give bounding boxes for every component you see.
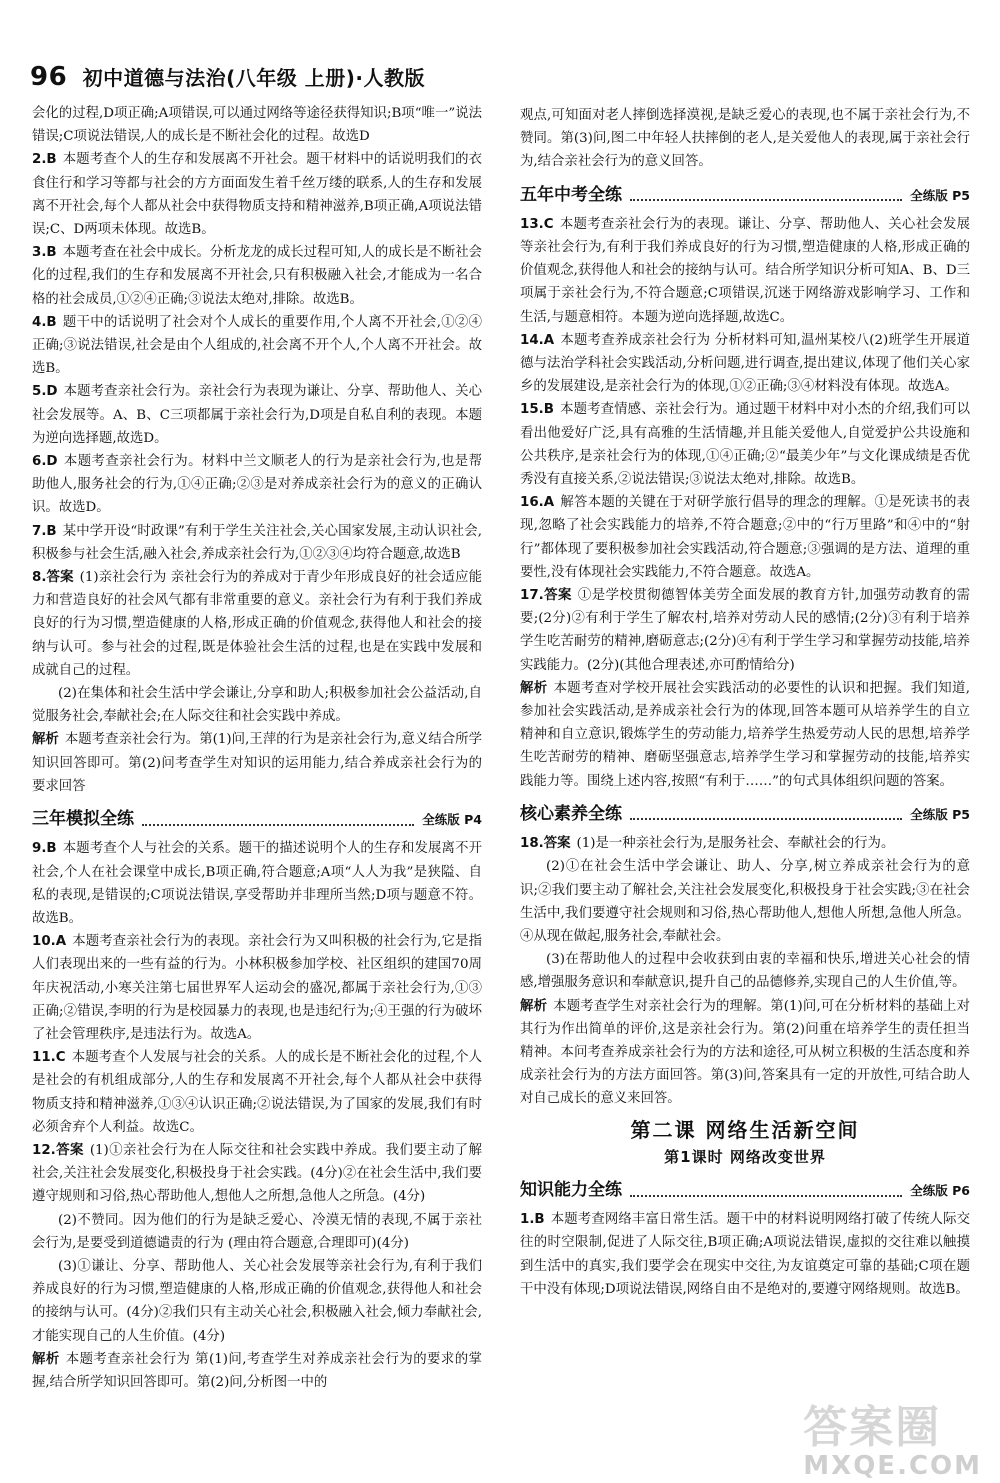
- answer-number: 17.答案: [520, 588, 572, 604]
- section-title: 五年中考全练: [520, 184, 622, 205]
- section-divider: [142, 814, 414, 826]
- answer-text: 解答本题的关键在于对研学旅行倡导的理念的理解。①是死读书的表现,忽略了社会实践能力的培养,不符合题意;②中的“行万里路”和④中的“射行”都体现了要积极参加社会实践活动,符合题意;③强调的是方法、道理的重要性,没有体现社会实践能力,不符合题意。故选A。: [520, 495, 970, 580]
- page-number: 96: [30, 62, 68, 92]
- section-title: 三年模拟全练: [32, 809, 134, 830]
- answer-text: 会化的过程,D项正确;A项错误,可以通过网络等途径获得知识;B项“唯一”说法错误;C项说法错误,人的成长是不断社会化的过程。故选D: [32, 106, 482, 145]
- answer-text: 本题考查亲社会行为的表现。谦让、分享、帮助他人、关心社会发展等亲社会行为,有利于我们养成良好的行为习惯,塑造健康的人格,形成正确的价值观念,获得他人和社会的接纳与认可。结合所学知识分析可知A、B、D三项属于亲社会行为,不符合题意;C项错误,沉迷于网络游戏影响学习、工作和生活,与题意相符。本题为逆向选择题,故选C。: [520, 216, 970, 325]
- answer-item: [520, 995, 970, 1111]
- answer-item: [520, 398, 970, 491]
- section-page-ref: 全练版 P5: [910, 806, 970, 822]
- answer-number: 解析: [520, 680, 548, 696]
- answer-text: (3)在帮助他人的过程中会收获到由衷的幸福和快乐,增进关心社会的情感,增强服务意识和奉献意识,提升自己的品德修养,实现自己的人生价值,等。: [520, 952, 970, 991]
- answer-item: [32, 837, 482, 930]
- right-column: [520, 104, 970, 1301]
- answer-number: 18.答案: [520, 836, 571, 852]
- answer-item: [520, 104, 970, 174]
- page-header: [30, 62, 425, 92]
- answer-item: [32, 520, 482, 566]
- answer-text: (2)①在社会生活中学会谦让、助人、分享,树立养成亲社会行为的意识;②我们要主动了解社会,关注社会发展变化,积极投身于社会实践;③在社会生活中,我们要遵守社会规则和习俗,热心帮助他人,想他人所想,急他人所急。④从现在做起,服务社会,奉献社会。: [520, 859, 970, 944]
- answer-number: 8.答案: [32, 570, 74, 586]
- answer-group: [32, 102, 482, 798]
- section-title: 核心素养全练: [520, 803, 622, 824]
- answer-text: 本题考查亲社会行为的表现。亲社会行为又叫积极的社会行为,它是指人们表现出来的一些有益的行为。小林积极参加学校、社区组织的建国70周年庆祝活动,小寒关注第七届世界军人运动会的盛况,都属于亲社会行为,①③正确;②错误,李明的行为是校园暴力的表现,也是违纪行为;④王强的行为破坏了社会管理秩序,是违法行为。故选A。: [32, 934, 482, 1042]
- answer-item: [32, 102, 482, 148]
- left-column: [32, 102, 482, 1394]
- answer-text: 本题考查在社会中成长。分析龙龙的成长过程可知,人的成长是不断社会化的过程,我们的生存和发展离不开社会,只有积极融入社会,才能成为一名合格的社会成员,①②④正确;③说法太绝对,排除。故选B。: [32, 245, 482, 307]
- answer-text: 本题考查个人的生存和发展离不开社会。题干材料中的话说明我们的衣食住行和学习等都与社会的方方面面发生着千丝万缕的联系,人的生存和发展离不开社会,每个人都从社会中获得物质支持和精神滋养,B项正确,A项说法错误;C、D两项未体现。故选B。: [32, 152, 482, 238]
- answer-text: 本题考查个人发展与社会的关系。人的成长是不断社会化的过程,个人是社会的有机组成部分,人的生存和发展离不开社会,每个人都从社会中获得物质支持和精神滋养,①③④认识正确;②说法错误,为了国家的发展,我们有时必须舍弃个人利益。故选C。: [32, 1050, 482, 1135]
- answer-number: 16.A: [520, 495, 555, 511]
- answer-group: [32, 837, 482, 1394]
- answer-text: 本题考查亲社会行为。材料中兰文顺老人的行为是亲社会行为,也是帮助他人,服务社会的行为,①④正确;②③是对养成亲社会行为的意义的正确认识。故选D。: [32, 454, 482, 516]
- period-title: 第1课时 网络改变世界: [664, 1147, 826, 1166]
- answer-text: ①是学校贯彻德智体美劳全面发展的教育方针,加强劳动教育的需要;(2分)②有利于学生了解农村,培养对劳动人民的感情;(2分)③有利于培养学生吃苦耐劳的精神,磨砺意志;(2分)④有利于学生学习和掌握劳动技能,培养实践能力。(2分)(其他合理表述,亦可酌情给分): [520, 588, 970, 673]
- answer-item: [32, 380, 482, 450]
- answer-number: 14.A: [520, 332, 555, 348]
- answer-text: 本题考查亲社会行为 第(1)问,考查学生对养成亲社会行为的要求的掌握,结合所学知识回答即可。第(2)问,分析图一中的: [32, 1351, 483, 1390]
- answer-group: [520, 213, 970, 793]
- answer-text: (1)亲社会行为 亲社会行为的养成对于青少年形成良好的社会适应能力和营造良好的社会风气都有非常重要的意义。亲社会行为有利于我们养成良好的行为习惯,塑造健康的人格,形成正确的价值观念,获得他人和社会的接纳与认可。参与社会的过程,既是体验社会生活的过程,也是在实践中发展和成就自己的过程。: [32, 570, 482, 678]
- answer-group: [520, 104, 970, 174]
- answer-number: 11.C: [32, 1050, 66, 1066]
- answer-number: 7.B: [32, 523, 57, 539]
- answer-item: [520, 213, 970, 329]
- answer-number: 解析: [32, 732, 59, 748]
- section-divider: [630, 1185, 902, 1197]
- section-page-ref: 全练版 P4: [422, 812, 482, 828]
- answer-number: 10.A: [32, 934, 67, 950]
- answer-text: 某中学开设“时政课”有利于学生关注社会,关心国家发展,主动认识社会,积极参与社会生活,融入社会,养成亲社会行为,①②③④均符合题意,故选B: [32, 523, 482, 562]
- answer-number: 15.B: [520, 402, 554, 418]
- section-heading: [32, 808, 482, 831]
- answer-item: [520, 329, 970, 399]
- answer-item: [520, 584, 970, 677]
- answer-text: (2)不赞同。因为他们的行为是缺乏爱心、冷漠无情的表现,不属于亲社会行为,是要受到道德谴责的行为 (理由符合题意,合理即可)(4分): [32, 1212, 482, 1251]
- answer-number: 解析: [520, 998, 548, 1014]
- answer-text: 本题考查亲社会行为。亲社会行为表现为谦让、分享、帮助他人、关心社会发展等。A、B、C三项都属于亲社会行为,D项是自私自利的表现。本题为逆向选择题,故选D。: [32, 384, 482, 446]
- answer-number: 13.C: [520, 216, 554, 232]
- answer-number: 2.B: [32, 152, 57, 168]
- answer-number: 1.B: [520, 1212, 545, 1228]
- answer-item: [32, 930, 482, 1046]
- answer-text: (1)①亲社会行为在人际交往和社会实践中养成。我们要主动了解社会,关注社会发展变化,积极投身于社会实践。(4分)②在社会生活中,我们要遵守规则和习俗,热心帮助他人,想他人之所想,急他人之所急。(4分): [32, 1142, 482, 1205]
- book-title: 初中道德与法治(八年级 上册)·人教版: [82, 66, 425, 90]
- section-title: 知识能力全练: [520, 1179, 622, 1200]
- answer-number: 3.B: [32, 245, 57, 261]
- lesson-title: 第二课 网络生活新空间: [630, 1117, 860, 1142]
- answer-item: [32, 241, 482, 311]
- answer-text: (2)在集体和社会生活中学会谦让,分享和助人;积极参加社会公益活动,自觉服务社会,奉献社会;在人际交往和社会实践中养成。: [32, 686, 482, 725]
- answer-item: [520, 832, 970, 855]
- answer-number: 6.D: [32, 454, 58, 470]
- answer-group: [520, 832, 970, 1110]
- answer-text: 本题考查个人与社会的关系。题干的描述说明个人的生存和发展离不开社会,个人在社会课堂中成长,B项正确,符合题意;A项“人人为我”是狭隘、自私的表现,是错误的;C项说法错误,享受帮助并非理所当然;D项与题意不符。故选B。: [32, 841, 482, 926]
- section-page-ref: 全练版 P5: [910, 187, 970, 203]
- answer-item: [32, 1046, 482, 1139]
- answer-text: 本题考查亲社会行为。第(1)问,王萍的行为是亲社会行为,意义结合所学知识回答即可。第(2)问考查学生对知识的运用能力,结合养成亲社会行为的要求回答: [32, 732, 483, 794]
- answer-text: (1)是一种亲社会行为,是服务社会、奉献社会的行为。: [576, 836, 895, 852]
- answer-number: 12.答案: [32, 1142, 84, 1158]
- watermark-url: MXQE.COM: [803, 1451, 982, 1481]
- answer-number: 9.B: [32, 841, 57, 857]
- answer-item: [32, 148, 482, 241]
- answer-item: [520, 948, 970, 994]
- answer-item: [32, 311, 482, 381]
- answer-number: 5.D: [32, 384, 58, 400]
- section-heading: [520, 803, 970, 826]
- answer-item: [520, 1208, 970, 1301]
- answer-group: [520, 1208, 970, 1301]
- section-divider: [630, 808, 902, 820]
- watermark: [803, 1402, 982, 1481]
- answer-text: 本题考查学生对亲社会行为的理解。第(1)问,可在分析材料的基础上对其行为作出简单的评价,这是亲社会行为。第(2)问重在培养学生的责任担当精神。本问考查养成亲社会行为的方法和途径,可从树立积极的生活态度和养成亲社会行为的方法方面回答。第(3)问,答案具有一定的开放性,可结合助人对自己成长的意义来回答。: [520, 998, 970, 1107]
- answer-item: [32, 682, 482, 728]
- answer-text: 本题考查对学校开展社会实践活动的必要性的认识和把握。我们知道,参加社会实践活动,是养成亲社会行为的体现,回答本题可从培养学生的自立精神和自立意识,锻炼学生的劳动能力,培养学生热爱劳动人民的思想,培养学生吃苦耐劳的精神、磨砺坚强意志,培养学生学习和掌握劳动的技能,培养实践能力等。围绕上述内容,按照“有利于……”的句式具体组织问题的答案。: [520, 680, 970, 789]
- answer-item: [32, 566, 482, 682]
- section-heading: [520, 184, 970, 207]
- answer-item: [32, 1209, 482, 1255]
- answer-text: 本题考查网络丰富日常生活。题干中的材料说明网络打破了传统人际交往的时空限制,促进了人际交往,B项正确;A项说法错误,虚拟的交往难以触摸到生活中的真实,我们要学会在现实中交往,为友谊奠定可靠的基础;C项在题干中没有体现;D项说法错误,网络自由不是绝对的,要遵守网络规则。故选B。: [520, 1212, 970, 1297]
- answer-item: [32, 728, 482, 798]
- section-heading: [520, 1179, 970, 1202]
- answer-text: (3)①谦让、分享、帮助他人、关心社会发展等亲社会行为,有利于我们养成良好的行为习惯,塑造健康的人格,形成正确的价值观念,获得他人和社会的接纳与认可。(4分)②我们只有主动关心社会,积极融入社会,倾力奉献社会,才能实现自己的人生价值。(4分): [32, 1258, 482, 1344]
- answer-item: [520, 677, 970, 793]
- answer-item: [32, 450, 482, 520]
- answer-number: 4.B: [32, 314, 57, 330]
- answer-text: 题干中的话说明了社会对个人成长的重要作用,个人离不开社会,①②④正确;③说法错误,社会是由个人组成的,社会离不开个人,个人离不开社会。故选B。: [32, 314, 482, 377]
- answer-item: [32, 1348, 482, 1394]
- answer-item: [32, 1139, 482, 1209]
- answer-text: 本题考查养成亲社会行为 分析材料可知,温州某校八(2)班学生开展道德与法治学科社会实践活动,分析问题,进行调查,提出建议,体现了他们关心家乡的发展建设,是亲社会行为的体现,①②正确;③④材料没有体现。故选A。: [520, 332, 970, 395]
- watermark-logo: 答案圈: [803, 1402, 942, 1453]
- answer-text: 本题考查情感、亲社会行为。通过题干材料中对小杰的介绍,我们可以看出他爱好广泛,具有高雅的生活情趣,并且能关爱他人,自觉爱护公共设施和公共秩序,是亲社会行为的体现,①④正确;②“最美少年”与文化课成绩是否优秀没有直接关系,②说法错误;③说法太绝对,排除。故选B。: [520, 402, 970, 488]
- section-divider: [630, 189, 902, 201]
- answer-number: 解析: [32, 1351, 60, 1367]
- section-page-ref: 全练版 P6: [910, 1182, 970, 1198]
- answer-item: [520, 855, 970, 948]
- answer-item: [520, 491, 970, 584]
- answer-item: [32, 1255, 482, 1348]
- answer-text: 观点,可知面对老人摔倒选择漠视,是缺乏爱心的表现,也不属于亲社会行为,不赞同。第(3)问,图二中年轻人扶摔倒的老人,是关爱他人的表现,属于亲社会行为,结合亲社会行为的意义回答。: [520, 108, 970, 170]
